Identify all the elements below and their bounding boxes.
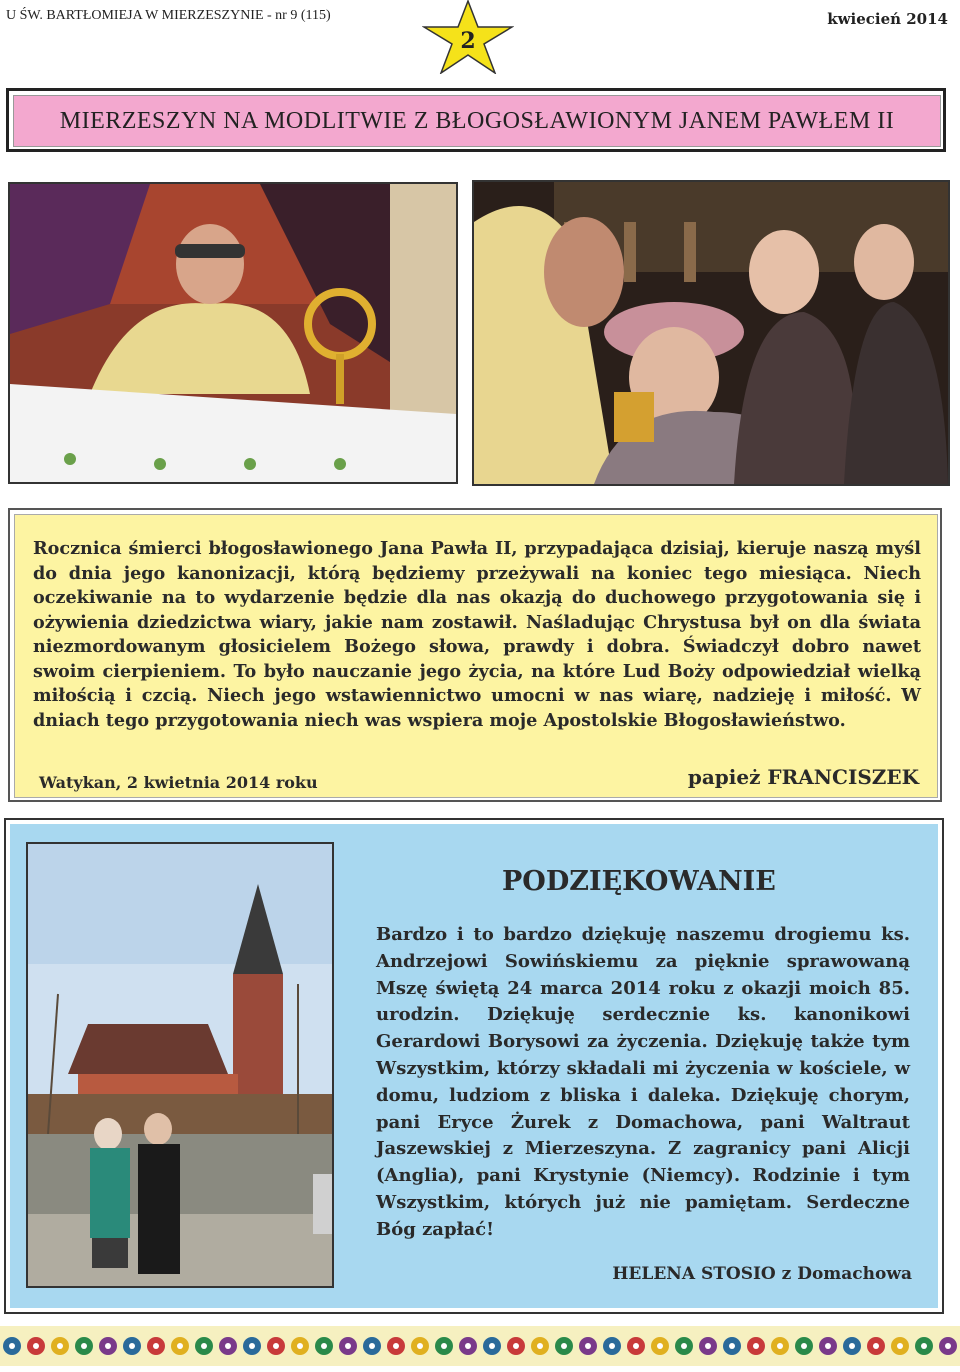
border-flower-center <box>9 1343 15 1349</box>
border-flower-center <box>249 1343 255 1349</box>
border-flower-center <box>225 1343 231 1349</box>
border-flower-center <box>681 1343 687 1349</box>
border-flower-center <box>177 1343 183 1349</box>
border-flower-center <box>825 1343 831 1349</box>
border-flower-center <box>57 1343 63 1349</box>
pope-quote-box <box>8 508 942 802</box>
issue-date: kwiecień 2014 <box>827 10 948 28</box>
thanks-signature: HELENA STOSIO z Domachowa <box>612 1264 912 1284</box>
border-flower-center <box>585 1343 591 1349</box>
border-flower-center <box>153 1343 159 1349</box>
border-flower-center <box>369 1343 375 1349</box>
border-flower-center <box>633 1343 639 1349</box>
border-flower-center <box>105 1343 111 1349</box>
border-flower-center <box>945 1343 951 1349</box>
border-flower-center <box>465 1343 471 1349</box>
border-flower-center <box>849 1343 855 1349</box>
border-flower-center <box>729 1343 735 1349</box>
border-flower-center <box>561 1343 567 1349</box>
border-flower-center <box>81 1343 87 1349</box>
border-flower-center <box>921 1343 927 1349</box>
pope-quote-text: Rocznica śmierci błogosławionego Jana Pawła II, przypadająca dzisiaj, kieruje naszą myśl do dnia jego kanonizacji, którą będziemy przeżywali na koniec tego miesiąca. Niech oczekiwanie na to wydarzenie będzie dla nas okazją do duchowego przygotowania się i ożywienia dziedzictwa wiary, jakie nam zostawił. Naśladując Chrystusa był on dla świata niezmordowanym głosicielem Bożego słowa, prawdy i dobra. Świadczył dobro nawet swoim cierpieniem. To było nauczanie jego życia, na które Lud Boży odpowiedział wielką miłością i czcią. Niech jego wstawiennictwo umocni w nas wiarę, nadzieję i miłość. W dniach tego przygotowania niech was wspiera moje Apostolskie Błogosławieństwo. <box>33 538 921 731</box>
title-banner <box>6 88 946 152</box>
quote-place-date: Watykan, 2 kwietnia 2014 roku <box>39 773 318 792</box>
parish-header: U ŚW. BARTŁOMIEJA W MIERZESZYNIE - nr 9 (115) <box>6 8 331 23</box>
border-flower-center <box>417 1343 423 1349</box>
border-flower-center <box>33 1343 39 1349</box>
border-flower-center <box>513 1343 519 1349</box>
border-flower-center <box>393 1343 399 1349</box>
border-flower-center <box>873 1343 879 1349</box>
border-flower-center <box>297 1343 303 1349</box>
border-flower-center <box>537 1343 543 1349</box>
page-title: MIERZESZYN NA MODLITWIE Z BŁOGOSŁAWIONYM JANEM PAWŁEM II <box>13 95 941 147</box>
photo-priest-altar <box>8 182 458 484</box>
border-flower-center <box>777 1343 783 1349</box>
border-flower-center <box>657 1343 663 1349</box>
border-flower-center <box>753 1343 759 1349</box>
decorative-bottom-border <box>0 1318 960 1372</box>
border-flower-center <box>441 1343 447 1349</box>
border-flower-center <box>201 1343 207 1349</box>
thanks-title: PODZIĘKOWANIE <box>502 866 776 897</box>
border-flower-center <box>609 1343 615 1349</box>
border-flower-center <box>345 1343 351 1349</box>
border-flower-center <box>273 1343 279 1349</box>
page-number-star <box>422 0 514 74</box>
photo-relic-veneration <box>472 180 950 486</box>
border-flower-center <box>705 1343 711 1349</box>
page-number: 2 <box>460 28 476 54</box>
pope-quote-panel <box>14 514 938 798</box>
border-flower-center <box>897 1343 903 1349</box>
photo-church-couple <box>26 842 334 1288</box>
quote-signature: papież FRANCISZEK <box>687 765 919 789</box>
border-flower-center <box>489 1343 495 1349</box>
border-flower-center <box>129 1343 135 1349</box>
border-flower-center <box>321 1343 327 1349</box>
thanks-text: Bardzo i to bardzo dziękuję naszemu drogiemu ks. Andrzejowi Sowińskiemu za pięknie sprawowaną Mszę świętą 24 marca 2014 roku z okazji moich 85. urodzin. Dziękuję serdecznie ks. kanonikowi Gerardowi Borysowi za życzenia. Dziękuję także tym Wszystkim, którzy składali mi życzenia w kościele, w domu, ludziom z bliska i daleka. Dziękuję chorym, pani Eryce Żurek z Domachowa, pani Waltraut Jaszewskiej z Mierzeszyna. Z zagranicy pani Alicji (Anglia), pani Krystynie (Niemcy). Rodzinie i tym Wszystkim, których już nie pamiętam. Serdeczne Bóg zapłać! <box>376 924 910 1240</box>
border-flower-center <box>801 1343 807 1349</box>
